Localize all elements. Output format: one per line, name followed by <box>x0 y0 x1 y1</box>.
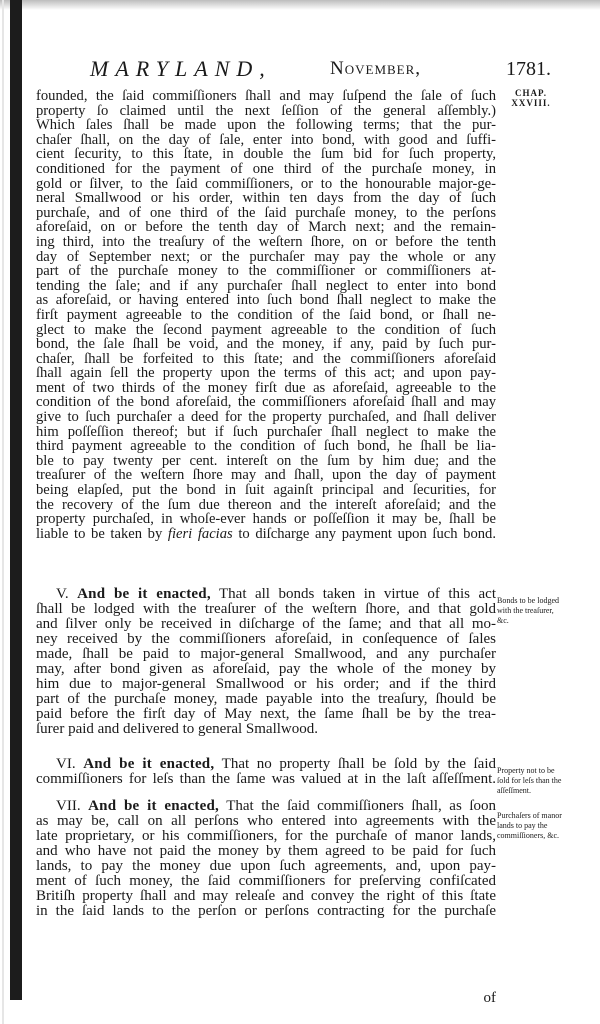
text-segment: to diſcharge any payment upon ſuch bond. <box>232 525 496 542</box>
enacting-clause: And be it enacted, <box>83 756 215 772</box>
text-line: ing third, into the treaſury of the weſtern ſhore, on or before the tenth <box>36 233 496 250</box>
text-line <box>36 798 496 813</box>
text-line: ney received by the commiſſioners aforeſaid, in conſequence of ſales <box>36 631 496 647</box>
italic-phrase: fieri facias <box>167 525 233 542</box>
header-year: 1781. <box>506 58 551 80</box>
text-line: founded, the ſaid commiſſioners ſhall and may ſuſpend the ſale of ſuch <box>36 88 496 104</box>
text-line: give to ſuch purchaſer a deed for the property purchaſed, and ſhall deliver <box>36 409 496 426</box>
text-line: commiſſioners for leſs than the ſame was valued at in the laſt aſſeſſment. <box>36 771 496 787</box>
continued-paragraph <box>36 89 496 541</box>
text-line: firſt payment agreeable to the condition of the ſaid bond, or ſhall ne- <box>36 306 496 323</box>
margin-note-purchasers: Purchaſers of manor lands to pay the commiſſioners, &c. <box>497 811 562 840</box>
text-segment: VII. <box>56 798 89 814</box>
text-line: paid before the firſt day of May next, the ſame ſhall be by the trea- <box>36 706 496 722</box>
text-line: ſhall be lodged with the treaſurer of the weſtern ſhore, and that gold <box>36 601 496 617</box>
text-line: third payment agreeable to the condition of ſuch bond, he ſhall be lia- <box>36 438 496 455</box>
text-line: in the ſaid lands to the perſon or perſons contracting for the purchaſe <box>36 903 496 919</box>
text-line: him due to major-general Smallwood or his order; and if the third <box>36 676 496 692</box>
chapter-number: XXVIII. <box>511 98 551 108</box>
section-vi <box>36 756 496 786</box>
text-line: gold or ſilver, to the ſaid commiſſioners, or to the honourable major-ge- <box>36 175 496 192</box>
text-line: and who have not paid the money by them agreed to be paid for ſuch <box>36 843 496 859</box>
text-line: bond, the ſale ſhall be void, and the money, if any, paid by ſuch pur- <box>36 336 496 353</box>
scan-edge <box>0 0 600 10</box>
text-line: ment of two thirds of the money firſt due as aforeſaid, agreeable to the <box>36 379 496 396</box>
margin-note-bonds: Bonds to be lodged with the treaſurer, &c. <box>497 596 559 625</box>
header-state: MARYLAND, <box>90 56 272 81</box>
text-line: him poſſeſſion thereof; but if ſuch purchaſer ſhall neglect to make the <box>36 423 496 440</box>
text-segment: That all bonds taken in virtue of this act <box>210 586 496 602</box>
text-line: tending the ſale; and if any purchaſer ſhall neglect to enter into bond <box>36 277 496 294</box>
text-line: made, ſhall be paid to major-general Smallwood, and any purchaſer <box>36 646 496 662</box>
text-line: property purchaſed, in whoſe-ever hands or poſſeſſion it may be, ſhall be <box>36 511 496 528</box>
text-line: Britiſh property ſhall and may releaſe and convey the right of this ſtate <box>36 888 496 904</box>
section-v <box>36 586 496 736</box>
text-segment: VI. <box>56 756 84 772</box>
text-line: late proprietary, or his commiſſioners, for the purchaſe of manor lands, <box>36 828 496 844</box>
text-line: and ſilver only be received in diſcharge of the ſame; and that all mo- <box>36 616 496 632</box>
text-line: glect to make the ſecond payment agreeable to the condition of ſuch <box>36 321 496 338</box>
text-line: as may be, call on all perſons who entered into agreements with the <box>36 813 496 829</box>
text-line: ment of ſuch money, the ſaid commiſſioners for preſerving confiſcated <box>36 873 496 889</box>
text-line: chaſer ſhall, on the day of ſale, enter into bond, with good and ſuffi- <box>36 131 496 148</box>
scan-edge-line <box>2 0 4 1024</box>
text-line: being elapſed, put the bond in ſuit againſt principal and ſecurities, for <box>36 482 496 499</box>
text-line <box>36 586 496 601</box>
text-line: condition of the bond aforeſaid, the commiſſioners aforeſaid ſhall and may <box>36 394 496 411</box>
margin-note-property: Property not to be ſold for leſs than the aſſeſſment. <box>497 766 562 795</box>
text-segment: liable to be taken by <box>36 525 168 542</box>
text-line: part of the purchaſe money to the commiſſioner or commiſſioners at- <box>36 263 496 280</box>
text-line: may, after bond given as aforeſaid, pay the whole of the money by <box>36 661 496 677</box>
text-segment: V. <box>56 586 78 602</box>
text-line: ſurer paid and delivered to general Smallwood. <box>36 721 318 737</box>
enacting-clause: And be it enacted, <box>77 586 211 602</box>
text-line: neral Smallwood or his order, within ten days from the day of ſuch <box>36 190 496 207</box>
text-line: treaſurer of the weſtern ſhore may and ſhall, upon the day of payment <box>36 467 496 484</box>
text-line <box>36 527 496 542</box>
text-segment: That no property ſhall be ſold by the ſaid <box>214 756 497 772</box>
text-line: as aforeſaid, or having entered into ſuch bond ſhall neglect to make the <box>36 292 496 309</box>
catchword: of <box>483 990 496 1006</box>
chapter-label: CHAP. <box>515 88 547 98</box>
text-line: lands, to pay the money due upon ſuch agreements, and, upon pay- <box>36 858 496 874</box>
text-line: day of September next; or the purchaſer may pay the whole or any <box>36 248 496 265</box>
enacting-clause: And be it enacted, <box>88 798 219 814</box>
text-line <box>36 756 496 771</box>
section-vii <box>36 798 496 918</box>
text-segment: That the ſaid commiſſioners ſhall, as ſoon <box>218 798 496 814</box>
text-line: ſhall again ſell the property upon the terms of this act; and upon pay- <box>36 365 496 382</box>
text-line: Which ſales ſhall be made upon the following terms; that the pur- <box>36 117 496 134</box>
running-header <box>90 56 560 82</box>
text-line: part of the purchaſe money, made payable into the treaſury, ſhould be <box>36 691 496 707</box>
text-line: cient ſecurity, to this ſtate, in double the ſum bid for ſuch property, <box>36 146 496 163</box>
text-line: ble to pay twenty per cent. intereſt on the ſum by him due; and the <box>36 452 496 469</box>
text-line: chaſer, ſhall be forfeited to this ſtate; and the commiſſioners aforeſaid <box>36 350 496 367</box>
chapter-marker <box>506 88 556 108</box>
header-month: November, <box>330 58 422 79</box>
text-line: property ſo claimed until the next ſeſſion of the general aſſembly.) <box>36 102 496 119</box>
text-line: aforeſaid, on or before the tenth day of March next; and the remain- <box>36 219 496 236</box>
text-line: conditioned for the payment of one third of the purchaſe money, in <box>36 160 496 177</box>
text-line: the recovery of the ſum due thereon and the intereſt aforeſaid; and the <box>36 496 496 513</box>
binding-shadow <box>10 0 22 1000</box>
text-line: purchaſe, and of one third of the ſaid purchaſe money, to the perſons <box>36 204 496 221</box>
